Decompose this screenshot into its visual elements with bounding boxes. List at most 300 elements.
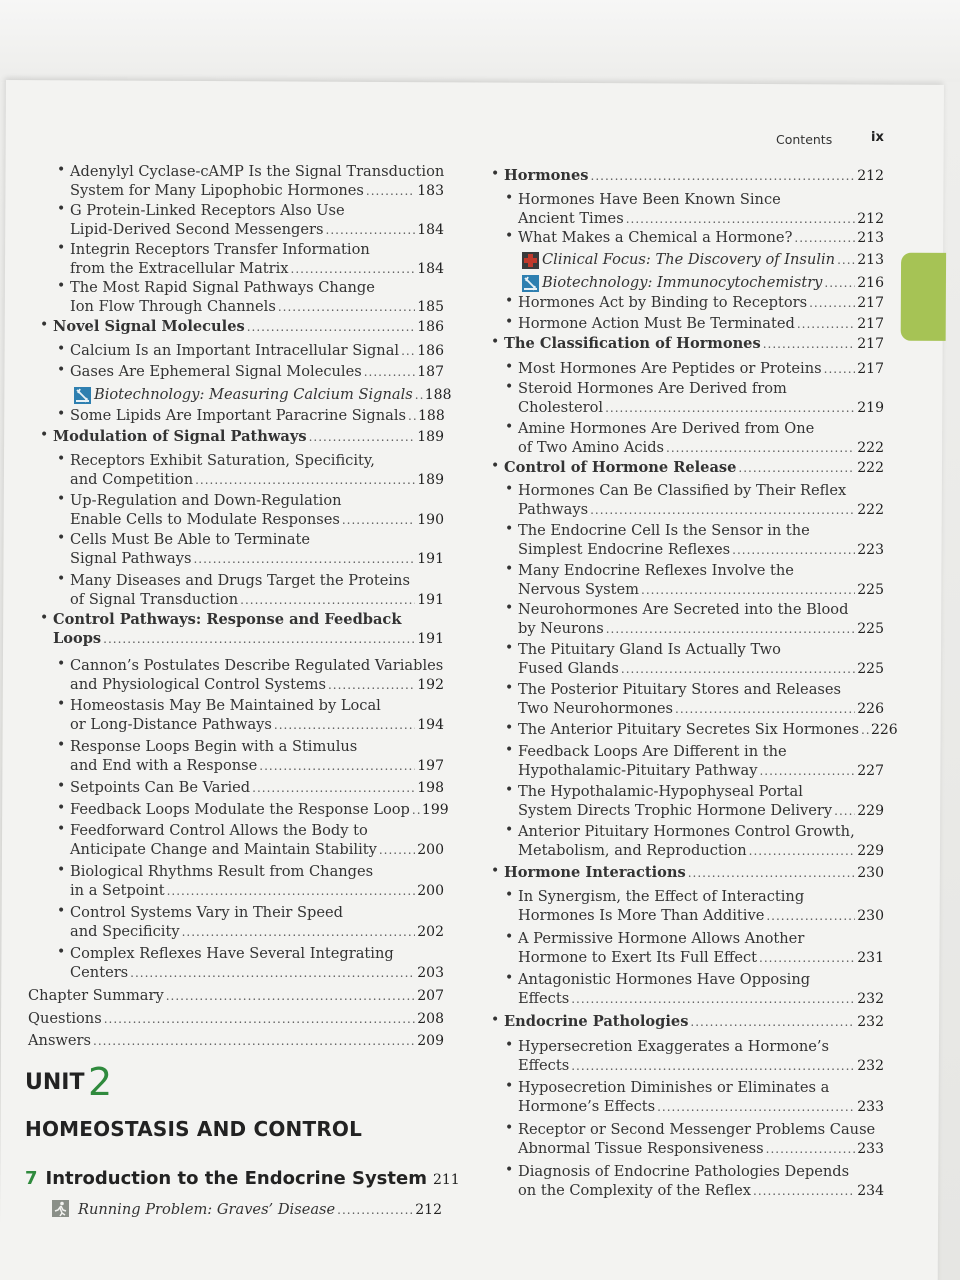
dot-leader (130, 964, 415, 983)
bullet: • (505, 600, 514, 616)
toc-entry[interactable] (505, 929, 884, 968)
toc-entry[interactable] (57, 362, 444, 382)
dot-leader (240, 591, 415, 610)
toc-entry[interactable] (505, 419, 884, 458)
toc-page-number: 233 (857, 1141, 884, 1157)
toc-entry[interactable] (40, 317, 444, 337)
bullet: • (505, 887, 514, 903)
dot-leader (193, 550, 415, 569)
toc-entry[interactable] (505, 521, 884, 560)
dot-leader (824, 274, 855, 293)
dot-leader (837, 251, 855, 270)
toc-entry[interactable] (505, 782, 884, 821)
toc-entry[interactable] (57, 406, 445, 426)
bullet: • (505, 379, 514, 395)
bullet: • (505, 521, 514, 537)
toc-entry-text: Fused Glands (518, 660, 619, 677)
chapter-number: 7 (25, 1168, 38, 1189)
toc-entry-text: of Two Amino Acids (518, 439, 665, 456)
dot-leader (690, 1013, 855, 1032)
toc-entry-text: Up-Regulation and Down-Regulation (70, 492, 342, 509)
toc-entry[interactable] (505, 1037, 884, 1076)
toc-entry[interactable] (57, 240, 444, 279)
bullet: • (505, 481, 514, 497)
chapter-entry[interactable] (25, 1168, 460, 1189)
toc-entry-text: Loops (53, 630, 102, 647)
toc-entry[interactable] (57, 737, 444, 776)
toc-page-number: 198 (417, 780, 444, 796)
dot-leader (688, 864, 856, 883)
toc-entry-text: Effects (518, 990, 570, 1007)
runner-icon (52, 1200, 69, 1217)
toc-entry[interactable] (542, 250, 884, 270)
bullet: • (57, 778, 66, 794)
toc-entry-text: Response Loops Begin with a Stimulus (70, 738, 358, 755)
dot-leader (794, 229, 855, 248)
toc-page-number: 212 (857, 211, 884, 227)
bullet: • (505, 822, 514, 838)
toc-page-number: 217 (857, 361, 884, 377)
toc-entry-text: Cholesterol (518, 399, 604, 416)
bullet: • (57, 406, 66, 422)
dot-leader (408, 407, 416, 426)
toc-entry-text: Answers (28, 1032, 92, 1049)
toc-entry[interactable] (505, 359, 884, 379)
toc-entry-text: G Protein-Linked Receptors Also Use (70, 202, 345, 219)
toc-page-number: 200 (417, 842, 444, 858)
dot-leader (415, 386, 423, 405)
bullet: • (505, 742, 514, 758)
toc-entry-text: System for Many Lipophobic Hormones (70, 182, 364, 199)
toc-entry-text: Biotechnology: Immunocytochemistry (542, 274, 823, 291)
toc-entry-text: Centers (70, 964, 129, 981)
toc-entry-text: Cannon’s Postulates Describe Regulated Variables (70, 657, 444, 674)
toc-entry-text: of Signal Transduction (70, 591, 239, 608)
toc-page-number: 203 (417, 965, 444, 981)
bullet: • (491, 863, 500, 879)
toc-entry[interactable] (28, 1009, 444, 1029)
toc-entry[interactable] (57, 862, 444, 901)
toc-entry[interactable] (28, 986, 444, 1006)
background-surface (0, 0, 960, 82)
toc-entry[interactable] (505, 887, 884, 926)
toc-entry-text: from the Extracellular Matrix (70, 260, 289, 277)
toc-entry-text: Chapter Summary (28, 987, 164, 1004)
dot-leader (759, 949, 855, 968)
dot-leader (591, 167, 856, 186)
toc-page-number: 199 (421, 802, 449, 818)
toc-entry-text: Setpoints Can Be Varied (70, 779, 251, 796)
toc-page-number: 232 (857, 1014, 884, 1030)
toc-entry[interactable] (491, 458, 884, 478)
toc-entry[interactable] (57, 778, 444, 798)
toc-entry[interactable] (505, 190, 884, 229)
toc-entry-text: and Physiological Control Systems (70, 676, 326, 693)
dot-leader (252, 779, 415, 798)
bullet: • (57, 903, 66, 919)
toc-entry-text: Neurohormones Are Secreted into the Blood (518, 601, 849, 618)
toc-entry[interactable] (505, 1162, 884, 1201)
bullet: • (505, 720, 514, 736)
toc-entry-text: Receptor or Second Messenger Problems Cause (518, 1121, 876, 1138)
dot-leader (182, 923, 416, 942)
running-problem-label: Running Problem: Graves’ Disease (78, 1201, 336, 1218)
toc-entry-text: Novel Signal Molecules (53, 318, 245, 335)
toc-page-number: 222 (857, 460, 884, 476)
dot-leader (412, 801, 420, 820)
toc-entry[interactable] (491, 1012, 884, 1032)
toc-entry-text: Control of Hormone Release (504, 459, 737, 476)
chapter-title: Introduction to the Endocrine System (45, 1168, 427, 1189)
toc-page-number: 207 (417, 988, 444, 1004)
dot-leader (732, 541, 855, 560)
toc-entry[interactable] (57, 162, 445, 201)
toc-page-number: 219 (857, 400, 884, 416)
dot-leader (657, 1098, 855, 1117)
toc-page-number: 192 (417, 677, 444, 693)
dot-leader (763, 335, 856, 354)
dot-leader (291, 260, 416, 279)
toc-page-number: 222 (857, 440, 884, 456)
toc-entry-text: Biotechnology: Measuring Calcium Signals (94, 386, 413, 403)
dot-leader (278, 298, 415, 317)
toc-entry[interactable] (57, 656, 444, 695)
dot-leader (103, 630, 415, 649)
toc-page-number: 208 (417, 1011, 444, 1027)
toc-entry[interactable] (505, 720, 898, 740)
dot-leader (666, 439, 855, 458)
toc-entry[interactable] (40, 610, 444, 649)
toc-entry-text: Hypothalamic-Pituitary Pathway (518, 762, 758, 779)
toc-entry-text: The Endocrine Cell Is the Sensor in the (518, 522, 810, 539)
toc-page-number: 225 (857, 661, 884, 677)
toc-entry-text: Hormones Can Be Classified by Their Reflex (518, 482, 847, 499)
toc-entry-text: Ion Flow Through Channels (70, 298, 276, 315)
dot-leader (366, 182, 415, 201)
toc-entry-text: The Most Rapid Signal Pathways Change (70, 279, 375, 296)
dot-leader (861, 721, 869, 740)
toc-entry-text: Hormone’s Effects (518, 1098, 656, 1115)
running-problem-entry[interactable] (78, 1200, 442, 1220)
dot-leader (104, 1010, 416, 1029)
dot-leader (274, 716, 415, 735)
toc-entry[interactable] (491, 334, 884, 354)
toc-entry[interactable] (40, 427, 444, 447)
dot-leader (337, 1201, 413, 1220)
toc-page-number: 186 (417, 343, 444, 359)
toc-entry-text: The Anterior Pituitary Secretes Six Hormones (518, 721, 859, 738)
dot-leader (379, 841, 415, 860)
toc-entry-text: Receptors Exhibit Saturation, Specificity, (70, 452, 375, 469)
toc-entry-text: Integrin Receptors Transfer Information (70, 241, 370, 258)
toc-entry-text: Biological Rhythms Result from Changes (70, 863, 374, 880)
toc-entry-text: and End with a Response (70, 757, 258, 774)
bullet: • (57, 862, 66, 878)
toc-entry[interactable] (505, 600, 884, 639)
toc-page-number: 186 (417, 319, 444, 335)
bullet: • (491, 1012, 500, 1028)
dot-leader (834, 802, 855, 821)
toc-entry-text: Anticipate Change and Maintain Stability (70, 841, 377, 858)
toc-entry-text: by Neurons (518, 620, 604, 637)
toc-entry[interactable] (505, 293, 884, 313)
chapter-thumb-tab (901, 253, 946, 341)
toc-page-number: 229 (857, 843, 884, 859)
toc-entry-text: Feedforward Control Allows the Body to (70, 822, 368, 839)
bullet: • (57, 451, 66, 467)
toc-entry-text: Hypersecretion Exaggerates a Hormone’s (518, 1038, 830, 1055)
toc-entry[interactable] (491, 863, 884, 883)
dot-leader (621, 660, 855, 679)
bullet: • (491, 166, 500, 182)
toc-entry-text: in a Setpoint (70, 882, 165, 899)
toc-entry[interactable] (491, 166, 884, 186)
toc-page-number: 227 (857, 763, 884, 779)
toc-entry[interactable] (505, 640, 884, 679)
toc-page-number: 184 (417, 261, 444, 277)
toc-entry-text: The Pituitary Gland Is Actually Two (518, 641, 781, 658)
bullet: • (40, 610, 49, 626)
toc-entry[interactable] (28, 1031, 444, 1051)
toc-page-number: 225 (857, 582, 884, 598)
toc-entry-text: What Makes a Chemical a Hormone? (518, 229, 793, 246)
dot-leader (167, 882, 416, 901)
bullet: • (505, 929, 514, 945)
toc-entry-text: Hormone to Exert Its Full Effect (518, 949, 758, 966)
bullet: • (57, 201, 66, 217)
chapter-page: 211 (432, 1172, 460, 1188)
toc-page-number: 202 (417, 924, 444, 940)
toc-entry[interactable] (57, 944, 444, 983)
dot-leader (259, 757, 415, 776)
toc-entry[interactable] (57, 278, 444, 317)
toc-page-number: 190 (417, 512, 444, 528)
dot-leader (766, 1140, 856, 1159)
toc-page-number: 209 (417, 1033, 444, 1049)
toc-page-number: 231 (857, 950, 884, 966)
toc-entry-text: Hormones (504, 167, 589, 184)
toc-entry-text: Many Endocrine Reflexes Involve the (518, 562, 794, 579)
toc-page-number: 225 (857, 621, 884, 637)
toc-entry-text: Feedback Loops Modulate the Response Loop (70, 801, 410, 818)
unit-title: HOMEOSTASIS AND CONTROL (25, 1117, 363, 1141)
toc-entry[interactable] (57, 696, 444, 735)
dot-leader (766, 907, 855, 926)
dot-leader (606, 620, 856, 639)
bullet: • (57, 656, 66, 672)
dot-leader (590, 501, 855, 520)
bullet: • (505, 782, 514, 798)
bullet: • (57, 240, 66, 256)
toc-page-number: 189 (417, 472, 444, 488)
bullet: • (505, 1120, 514, 1136)
toc-entry-text: and Competition (70, 471, 194, 488)
bullet: • (505, 640, 514, 656)
toc-entry-text: In Synergism, the Effect of Interacting (518, 888, 805, 905)
toc-page-number: 222 (857, 502, 884, 518)
bullet: • (505, 1162, 514, 1178)
toc-entry-text: System Directs Trophic Hormone Delivery (518, 802, 833, 819)
toc-page-number: 226 (857, 701, 884, 717)
toc-entry-text: Questions (28, 1010, 102, 1027)
toc-page-number: 217 (857, 295, 884, 311)
toc-page-number: 183 (417, 183, 444, 199)
bullet: • (57, 278, 66, 294)
toc-entry[interactable] (57, 821, 444, 860)
bullet: • (40, 317, 49, 333)
bullet: • (505, 1078, 514, 1094)
dot-leader (571, 1057, 855, 1076)
toc-entry-text: Adenylyl Cyclase-cAMP Is the Signal Transduction (70, 163, 445, 180)
toc-entry-text: Antagonistic Hormones Have Opposing (518, 971, 811, 988)
toc-page-number: 213 (857, 252, 884, 268)
toc-entry-text: Hormone Action Must Be Terminated (518, 315, 795, 332)
toc-entry-text: Pathways (518, 501, 589, 518)
bullet: • (57, 800, 66, 816)
dot-leader (401, 342, 415, 361)
toc-entry[interactable] (505, 561, 884, 600)
toc-entry-text: Nervous System (518, 581, 640, 598)
biotech-icon (74, 387, 91, 404)
dot-leader (641, 581, 855, 600)
toc-entry-text: Effects (518, 1057, 570, 1074)
toc-entry[interactable] (505, 228, 884, 248)
toc-page-number: 230 (857, 865, 884, 881)
toc-entry[interactable] (505, 314, 884, 334)
toc-entry[interactable] (57, 201, 444, 240)
toc-page-number: 212 (857, 168, 884, 184)
dot-leader (759, 762, 855, 781)
toc-entry-text: The Hypothalamic-Hypophyseal Portal (518, 783, 803, 800)
toc-entry[interactable] (57, 491, 444, 530)
bullet: • (505, 314, 514, 330)
toc-entry-text: and Specificity (70, 923, 180, 940)
dot-leader (809, 294, 855, 313)
bullet: • (57, 944, 66, 960)
toc-entry[interactable] (57, 451, 444, 490)
toc-entry[interactable] (505, 822, 884, 861)
bullet: • (505, 419, 514, 435)
toc-entry-text: or Long-Distance Pathways (70, 716, 272, 733)
toc-entry-text: Many Diseases and Drugs Target the Proteins (70, 572, 410, 589)
toc-page-number: 188 (418, 408, 445, 424)
toc-page-number: 197 (417, 758, 444, 774)
running-problem-page: 212 (415, 1202, 442, 1218)
toc-page-number: 184 (417, 222, 444, 238)
toc-entry-text: Clinical Focus: The Discovery of Insulin (542, 251, 836, 268)
dot-leader (753, 1182, 855, 1201)
toc-entry[interactable] (57, 571, 444, 610)
dot-leader (738, 459, 855, 478)
toc-entry-text: Control Systems Vary in Their Speed (70, 904, 343, 921)
bullet: • (491, 458, 500, 474)
bullet: • (57, 821, 66, 837)
toc-entry-text: Most Hormones Are Peptides or Proteins (518, 360, 822, 377)
toc-entry-text: Hormone Interactions (504, 864, 686, 881)
toc-entry-text: Anterior Pituitary Hormones Control Growth, (518, 823, 855, 840)
toc-entry-text: Diagnosis of Endocrine Pathologies Depends (518, 1163, 850, 1180)
bullet: • (491, 334, 500, 350)
dot-leader (605, 399, 855, 418)
dot-leader (626, 210, 856, 229)
toc-entry[interactable] (542, 273, 884, 293)
toc-entry[interactable] (505, 379, 884, 418)
toc-entry[interactable] (57, 903, 444, 942)
bullet: • (505, 680, 514, 696)
toc-entry[interactable] (57, 530, 444, 569)
dot-leader (749, 842, 856, 861)
toc-entry[interactable] (505, 680, 884, 719)
toc-entry[interactable] (505, 742, 884, 781)
toc-page-number: 226 (870, 722, 898, 738)
toc-page-number: 191 (417, 592, 444, 608)
unit-label: UNIT (25, 1070, 85, 1095)
toc-entry[interactable] (505, 481, 884, 520)
bullet: • (57, 162, 66, 178)
dot-leader (675, 700, 855, 719)
toc-page-number: 200 (417, 883, 444, 899)
toc-entry-text: Amine Hormones Are Derived from One (518, 420, 815, 437)
toc-entry[interactable] (94, 385, 452, 405)
dot-leader (797, 315, 855, 334)
toc-page-number: 217 (857, 316, 884, 332)
bullet: • (57, 341, 66, 357)
toc-page-number: 217 (857, 336, 884, 352)
toc-entry[interactable] (505, 970, 884, 1009)
toc-page-number: 187 (417, 364, 444, 380)
bullet: • (505, 228, 514, 244)
bullet: • (57, 571, 66, 587)
toc-page-number: 230 (857, 908, 884, 924)
toc-entry-text: Gases Are Ephemeral Signal Molecules (70, 363, 362, 380)
toc-entry-text: Cells Must Be Able to Terminate (70, 531, 311, 548)
toc-entry[interactable] (505, 1120, 884, 1159)
toc-entry-text: The Classification of Hormones (504, 335, 761, 352)
toc-page-number: 191 (417, 631, 444, 647)
toc-entry[interactable] (57, 800, 449, 820)
dot-leader (247, 318, 416, 337)
bullet: • (57, 696, 66, 712)
bullet: • (40, 427, 49, 443)
bullet: • (505, 1037, 514, 1053)
toc-page-number: 191 (417, 551, 444, 567)
toc-entry-text: Feedback Loops Are Different in the (518, 743, 787, 760)
toc-page-number: 232 (857, 1058, 884, 1074)
dot-leader (166, 987, 416, 1006)
toc-page-number: 185 (417, 299, 444, 315)
toc-entry[interactable] (57, 341, 444, 361)
bullet: • (505, 970, 514, 986)
toc-entry-text: A Permissive Hormone Allows Another (518, 930, 805, 947)
dot-leader (342, 511, 415, 530)
toc-entry-text: on the Complexity of the Reflex (518, 1182, 752, 1199)
dot-leader (824, 360, 856, 379)
bullet: • (505, 359, 514, 375)
toc-entry-text: Calcium Is an Important Intracellular Signal (70, 342, 400, 359)
toc-page-number: 233 (857, 1099, 884, 1115)
toc-page-number: 234 (857, 1183, 884, 1199)
toc-entry-text: Hyposecretion Diminishes or Eliminates a (518, 1079, 830, 1096)
toc-entry-text: Homeostasis May Be Maintained by Local (70, 697, 381, 714)
toc-entry[interactable] (505, 1078, 884, 1117)
toc-entry-text: Ancient Times (518, 210, 624, 227)
toc-entry-text: Complex Reflexes Have Several Integrating (70, 945, 394, 962)
toc-page-number: 223 (857, 542, 884, 558)
bullet: • (57, 530, 66, 546)
clinical-cross-icon (522, 252, 539, 269)
toc-entry-text: Endocrine Pathologies (504, 1013, 689, 1030)
toc-entry-text: Modulation of Signal Pathways (53, 428, 307, 445)
